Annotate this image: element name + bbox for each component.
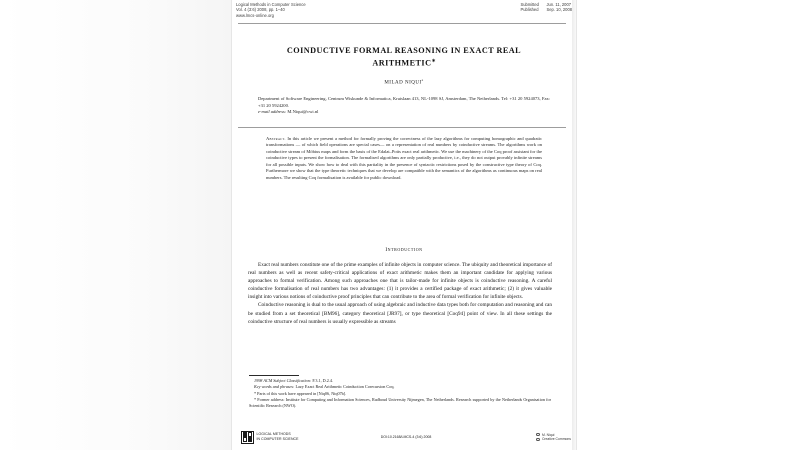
- journal-identity: [236, 2, 306, 18]
- license-icons: [536, 433, 540, 442]
- footnote-rule: [249, 375, 299, 376]
- submitted-date: Jun. 11, 2007: [546, 2, 572, 7]
- title-footnote-marker: ∗: [431, 59, 436, 64]
- section-heading-introduction: Introduction: [385, 247, 423, 253]
- acm-label: 1998 ACM Subject Classification:: [254, 378, 312, 383]
- copyright-icon: [536, 433, 540, 437]
- doi-text[interactable]: DOI:10.2168/LMCS-4 (3:6) 2008: [380, 435, 432, 439]
- copyright-holder: M. Niqui: [541, 432, 555, 437]
- journal-volume: Vol. 4 (3:6) 2008, pp. 1–40: [236, 7, 285, 13]
- license-name[interactable]: Creative Commons: [541, 437, 571, 441]
- published-label: Published: [520, 7, 539, 13]
- page-footer: [241, 428, 571, 446]
- license-block: [536, 433, 571, 442]
- acm-value: F.3.1, D.2.4.: [312, 378, 334, 383]
- email-label: e-mail address:: [258, 109, 287, 115]
- lmcs-logo-icon: [241, 431, 254, 444]
- license-text: [542, 433, 571, 442]
- journal-name: Logical Methods in Computer Science: [236, 2, 306, 7]
- logo-square-2: [248, 432, 252, 436]
- submitted-label: Submitted: [520, 2, 539, 7]
- footnote-note-b: [249, 397, 551, 410]
- logo-square-1: [243, 432, 247, 436]
- published-row: [521, 7, 573, 12]
- author-label: MILAD NIQUI: [384, 80, 422, 86]
- paragraph-2: Coinductive reasoning is dual to the usual approach of using algebraic and inductive data types both for computation and reasoning and can be studied from a set theoretical [BM96], category theoretical [JR97], or type theoretical [Coq94] point of view. In all these settings the coinductive structure of real numbers is usually expressible as streams: [248, 302, 552, 325]
- email-address[interactable]: M.Niqui@cwi.nl: [287, 109, 319, 115]
- footnote-marker-a: *: [254, 390, 257, 396]
- abstract-text: In this article we present a method for formally proving the correctness of the lazy algorithms for computing homographic and quadratic transformations — of which field operations are special cases— on a representation of real numbers by coinductive streams. The algorithms work on coinductive stream of Möbius maps and form the basis of the Edalat–Potts exact real arithmetic. We use the machinery of the Coq proof assistant for the coinductive types to present the formalisation. The formalised algorithms are only partially productive, i.e., they do not output provably infinite streams for all possible inputs. We show how to deal with this partiality in the presence of syntactic restrictions posed by the constructive type theory of Coq. Furthermore we show that the type theoretic techniques that we develop are compatible with the semantics of the algorithms as continuous maps on real numbers. The resulting Coq formalisation is available for public download.: [266, 136, 542, 180]
- abstract-label: Abstract.: [266, 136, 286, 141]
- logo-line-2: IN COMPUTER SCIENCE: [256, 437, 299, 441]
- lmcs-logo-text: [257, 432, 299, 441]
- published-date: Sep. 10, 2008: [546, 7, 572, 13]
- submission-dates: [521, 2, 573, 13]
- affiliation-text: Department of Software Engineering, Centrum Wiskunde & Informatica, Kruislaan 413, NL-1098 SJ, Amsterdam, The Netherlands. Tel: +31 20 5924073, Fax: +31 20 5924200.: [258, 96, 550, 108]
- abstract-block: [266, 136, 542, 181]
- page-right-edge-shadow: [572, 0, 576, 450]
- paragraph-1: Exact real numbers constitute one of the prime examples of infinite objects in computer science. The ubiquity and theoretical importance of real numbers as well as recent safety-critical applications of exact arithmetic makes them an important candidate for applying various approaches to formal verification. Among such approaches one that is tailor-made for infinite objects is coinductive reasoning. A careful coinductive formalisation of real numbers has two advantages: (1) it provides a certified package of exact arithmetic; (2) it gives valuable insight into various notions of coinductive proof principles that can contribute to the area of formal verification for infinite objects.: [248, 262, 552, 301]
- abstract-top-rule: [238, 127, 566, 128]
- note-b-text: Former address: Institute for Computing and Information Sciences, Radboud University Nijmegen, The Netherlands. Research supported by the Netherlands Organisation for Scientific Research (NWO).: [249, 396, 551, 409]
- keywords-value: Lazy Exact Real Arithmetic Coinduction Corecursion Coq.: [295, 384, 395, 390]
- paper-title: [256, 45, 552, 69]
- logo-square-3: [243, 437, 247, 441]
- journal-running-head: [236, 2, 572, 18]
- logo-square-4: [248, 437, 252, 441]
- title-line-1: COINDUCTIVE FORMAL REASONING IN EXACT REAL: [286, 46, 522, 55]
- title-line-2: ARITHMETIC: [372, 58, 432, 68]
- author-name: [256, 78, 552, 86]
- author-email-line: [258, 109, 550, 116]
- author-affiliation: [258, 96, 550, 116]
- footnote-block: [249, 378, 551, 409]
- body-text: [248, 261, 552, 326]
- footnote-marker-b: *: [254, 396, 257, 402]
- creative-commons-icon: [536, 438, 540, 442]
- header-rule: [238, 23, 566, 24]
- note-a-text: Parts of this work have appeared in [Niq06, Niq07b].: [257, 390, 347, 396]
- keywords-label: Key words and phrases:: [254, 384, 295, 390]
- author-footnote-marker: a: [421, 78, 424, 82]
- journal-url[interactable]: www.lmcs-online.org: [236, 12, 274, 18]
- logo-line-1: LOGICAL METHODS: [256, 432, 291, 437]
